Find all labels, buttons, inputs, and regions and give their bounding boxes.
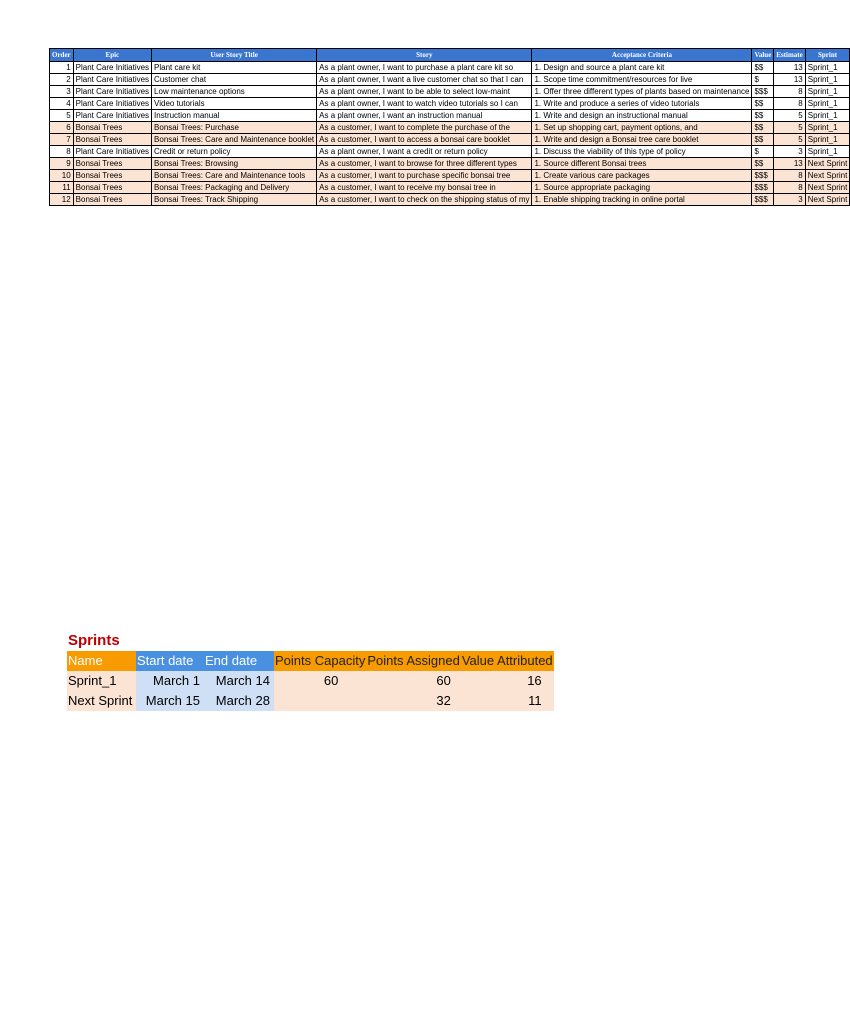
backlog-table (49, 48, 850, 206)
epic-cell[interactable]: Bonsai Trees (73, 182, 151, 194)
value-cell[interactable]: $$ (752, 134, 774, 146)
sprint-cell[interactable]: Next Sprint (805, 170, 850, 182)
estimate-cell[interactable]: 13 (774, 74, 805, 86)
sprint-name-cell[interactable]: Sprint_1 (67, 671, 136, 691)
user-story-title-cell[interactable]: Bonsai Trees: Care and Maintenance booklet (152, 134, 317, 146)
order-cell[interactable]: 1 (50, 62, 74, 74)
header-acceptance-criteria[interactable]: Acceptance Criteria (532, 49, 752, 62)
backlog-row (50, 182, 850, 194)
backlog-row (50, 158, 850, 170)
backlog-row (50, 122, 850, 134)
story-cell[interactable]: As a plant owner, I want a live customer chat so that I can (317, 74, 532, 86)
header-user-story-title[interactable]: User Story Title (152, 49, 317, 62)
sprint-name-cell[interactable]: Next Sprint (67, 691, 136, 711)
order-cell[interactable]: 2 (50, 74, 74, 86)
sprint-value-cell[interactable]: 11 (461, 691, 554, 711)
order-cell[interactable]: 3 (50, 86, 74, 98)
estimate-cell[interactable]: 8 (774, 86, 805, 98)
story-cell[interactable]: As a plant owner, I want an instruction manual (317, 110, 532, 122)
value-cell[interactable]: $$$ (752, 182, 774, 194)
backlog-row (50, 194, 850, 206)
sprints-header-row (67, 651, 554, 671)
user-story-title-cell[interactable]: Bonsai Trees: Packaging and Delivery (152, 182, 317, 194)
story-cell[interactable]: As a plant owner, I want a credit or return policy (317, 146, 532, 158)
epic-cell[interactable]: Plant Care Initiatives (73, 98, 151, 110)
acceptance-criteria-cell[interactable]: 1. Source different Bonsai trees (532, 158, 752, 170)
sprint-cell[interactable]: Sprint_1 (805, 110, 850, 122)
acceptance-criteria-cell[interactable]: 1. Write and design a Bonsai tree care booklet (532, 134, 752, 146)
user-story-title-cell[interactable]: Bonsai Trees: Track Shipping (152, 194, 317, 206)
story-cell[interactable]: As a customer, I want to browse for three different types (317, 158, 532, 170)
epic-cell[interactable]: Plant Care Initiatives (73, 86, 151, 98)
user-story-title-cell[interactable]: Instruction manual (152, 110, 317, 122)
estimate-cell[interactable]: 3 (774, 194, 805, 206)
order-cell[interactable]: 6 (50, 122, 74, 134)
header-order[interactable]: Order (50, 49, 74, 62)
estimate-cell[interactable]: 8 (774, 98, 805, 110)
epic-cell[interactable]: Bonsai Trees (73, 122, 151, 134)
value-cell[interactable]: $$ (752, 110, 774, 122)
acceptance-criteria-cell[interactable]: 1. Offer three different types of plants based on maintenance (532, 86, 752, 98)
sprints-header-points-assigned[interactable]: Points Assigned (366, 651, 461, 671)
user-story-title-cell[interactable]: Plant care kit (152, 62, 317, 74)
value-cell[interactable]: $$ (752, 122, 774, 134)
header-epic[interactable]: Epic (73, 49, 151, 62)
order-cell[interactable]: 5 (50, 110, 74, 122)
story-cell[interactable]: As a customer, I want to purchase specific bonsai tree (317, 170, 532, 182)
sprint-row (67, 671, 554, 691)
header-value[interactable]: Value (752, 49, 774, 62)
backlog-row (50, 98, 850, 110)
user-story-title-cell[interactable]: Video tutorials (152, 98, 317, 110)
sprint-capacity-cell[interactable] (274, 691, 366, 711)
story-cell[interactable]: As a customer, I want to complete the purchase of the (317, 122, 532, 134)
backlog-row (50, 134, 850, 146)
sprint-cell[interactable]: Sprint_1 (805, 134, 850, 146)
sprint-cell[interactable]: Next Sprint (805, 158, 850, 170)
sprint-cell[interactable]: Sprint_1 (805, 122, 850, 134)
estimate-cell[interactable]: 5 (774, 122, 805, 134)
estimate-cell[interactable]: 13 (774, 62, 805, 74)
acceptance-criteria-cell[interactable]: 1. Source appropriate packaging (532, 182, 752, 194)
sprint-end-cell[interactable]: March 14 (204, 671, 274, 691)
backlog-row (50, 110, 850, 122)
sprint-cell[interactable]: Next Sprint (805, 182, 850, 194)
sprint-cell[interactable]: Next Sprint (805, 194, 850, 206)
epic-cell[interactable]: Plant Care Initiatives (73, 62, 151, 74)
value-cell[interactable]: $$$ (752, 170, 774, 182)
acceptance-criteria-cell[interactable]: 1. Discuss the viability of this type of policy (532, 146, 752, 158)
order-cell[interactable]: 11 (50, 182, 74, 194)
estimate-cell[interactable]: 13 (774, 158, 805, 170)
estimate-cell[interactable]: 5 (774, 134, 805, 146)
acceptance-criteria-cell[interactable]: 1. Set up shopping cart, payment options, and (532, 122, 752, 134)
story-cell[interactable]: As a plant owner, I want to watch video tutorials so I can (317, 98, 532, 110)
order-cell[interactable]: 9 (50, 158, 74, 170)
user-story-title-cell[interactable]: Bonsai Trees: Browsing (152, 158, 317, 170)
user-story-title-cell[interactable]: Customer chat (152, 74, 317, 86)
sprints-header-name[interactable]: Name (67, 651, 136, 671)
sprints-header-end-date[interactable]: End date (204, 651, 274, 671)
sprint-cell[interactable]: Sprint_1 (805, 98, 850, 110)
user-story-title-cell[interactable]: Credit or return policy (152, 146, 317, 158)
sprints-header-value-attributed[interactable]: Value Attributed (461, 651, 554, 671)
header-estimate[interactable]: Estimate (774, 49, 805, 62)
value-cell[interactable]: $$$ (752, 86, 774, 98)
acceptance-criteria-cell[interactable]: 1. Write and design an instructional manual (532, 110, 752, 122)
order-cell[interactable]: 4 (50, 98, 74, 110)
user-story-title-cell[interactable]: Low maintenance options (152, 86, 317, 98)
backlog-row (50, 62, 850, 74)
value-cell[interactable]: $ (752, 146, 774, 158)
estimate-cell[interactable]: 8 (774, 182, 805, 194)
epic-cell[interactable]: Bonsai Trees (73, 170, 151, 182)
order-cell[interactable]: 12 (50, 194, 74, 206)
header-sprint[interactable]: Sprint (805, 49, 850, 62)
user-story-title-cell[interactable]: Bonsai Trees: Purchase (152, 122, 317, 134)
acceptance-criteria-cell[interactable]: 1. Enable shipping tracking in online portal (532, 194, 752, 206)
value-cell[interactable]: $$ (752, 98, 774, 110)
sprint-cell[interactable]: Sprint_1 (805, 62, 850, 74)
sprint-end-cell[interactable]: March 28 (204, 691, 274, 711)
epic-cell[interactable]: Plant Care Initiatives (73, 74, 151, 86)
acceptance-criteria-cell[interactable]: 1. Design and source a plant care kit (532, 62, 752, 74)
epic-cell[interactable]: Plant Care Initiatives (73, 110, 151, 122)
sprints-header-start-date[interactable]: Start date (136, 651, 204, 671)
value-cell[interactable]: $$ (752, 158, 774, 170)
backlog-row (50, 86, 850, 98)
sprint-row (67, 691, 554, 711)
backlog-header-row (50, 49, 850, 62)
sprints-table (67, 651, 554, 711)
value-cell[interactable]: $$ (752, 62, 774, 74)
user-story-title-cell[interactable]: Bonsai Trees: Care and Maintenance tools (152, 170, 317, 182)
value-cell[interactable]: $ (752, 74, 774, 86)
epic-cell[interactable]: Bonsai Trees (73, 134, 151, 146)
epic-cell[interactable]: Bonsai Trees (73, 194, 151, 206)
sprint-assigned-cell[interactable]: 32 (366, 691, 461, 711)
sprint-cell[interactable]: Sprint_1 (805, 86, 850, 98)
acceptance-criteria-cell[interactable]: 1. Create various care packages (532, 170, 752, 182)
story-cell[interactable]: As a plant owner, I want to be able to select low-maint (317, 86, 532, 98)
sprint-cell[interactable]: Sprint_1 (805, 146, 850, 158)
acceptance-criteria-cell[interactable]: 1. Scope time commitment/resources for live (532, 74, 752, 86)
sprint-cell[interactable]: Sprint_1 (805, 74, 850, 86)
sprint-start-cell[interactable]: March 15 (136, 691, 204, 711)
epic-cell[interactable]: Plant Care Initiatives (73, 146, 151, 158)
sprints-header-points-capacity[interactable]: Points Capacity (274, 651, 366, 671)
backlog-row (50, 146, 850, 158)
story-cell[interactable]: As a customer, I want to receive my bonsai tree in (317, 182, 532, 194)
order-cell[interactable]: 8 (50, 146, 74, 158)
estimate-cell[interactable]: 8 (774, 170, 805, 182)
order-cell[interactable]: 10 (50, 170, 74, 182)
acceptance-criteria-cell[interactable]: 1. Write and produce a series of video tutorials (532, 98, 752, 110)
story-cell[interactable]: As a customer, I want to access a bonsai care booklet (317, 134, 532, 146)
sprint-start-cell[interactable]: March 1 (136, 671, 204, 691)
epic-cell[interactable]: Bonsai Trees (73, 158, 151, 170)
backlog-row (50, 170, 850, 182)
estimate-cell[interactable]: 5 (774, 110, 805, 122)
order-cell[interactable]: 7 (50, 134, 74, 146)
header-story[interactable]: Story (317, 49, 532, 62)
sprint-value-cell[interactable]: 16 (461, 671, 554, 691)
backlog-row (50, 74, 850, 86)
sprint-assigned-cell[interactable]: 60 (366, 671, 461, 691)
estimate-cell[interactable]: 3 (774, 146, 805, 158)
sprint-capacity-cell[interactable]: 60 (274, 671, 366, 691)
story-cell[interactable]: As a customer, I want to check on the shipping status of my (317, 194, 532, 206)
value-cell[interactable]: $$$ (752, 194, 774, 206)
sprints-title: Sprints (68, 632, 120, 649)
story-cell[interactable]: As a plant owner, I want to purchase a plant care kit so (317, 62, 532, 74)
